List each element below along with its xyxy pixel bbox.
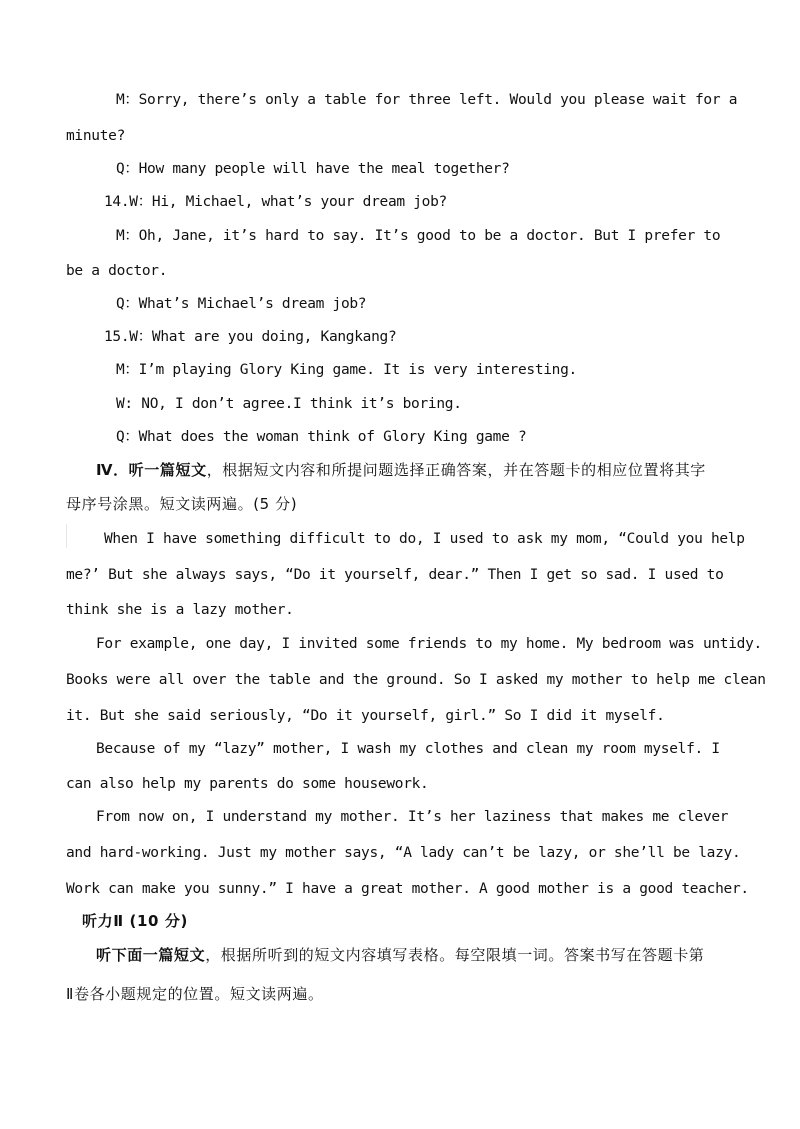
- dialogue-line-6: be a doctor.: [66, 263, 168, 279]
- margin-marker: [66, 524, 67, 548]
- passage-line-1: When I have something difficult to do, I used to ask my mom, “Could you help: [104, 531, 745, 547]
- dialogue-line-10: W: NO, I don’t agree.I think it’s boring.: [116, 396, 462, 412]
- passage-line-7: Because of my “lazy” mother, I wash my clothes and clean my room myself. I: [96, 741, 720, 757]
- passage-line-3: think she is a lazy mother.: [66, 602, 294, 618]
- dialogue-line-9: M：I’m playing Glory King game. It is very interesting.: [116, 362, 577, 378]
- dialogue-line-7: Q：What’s Michael’s dream job?: [116, 296, 367, 312]
- listening-2-instructions-bold: 听下面一篇短文: [96, 946, 206, 964]
- dialogue-line-2: minute?: [66, 128, 126, 144]
- section-4-heading-rest: ，根据短文内容和所提问题选择正确答案，并在答题卡的相应位置将其字: [206, 461, 706, 479]
- passage-line-6: it. But she said seriously, “Do it yourself, girl.” So I did it myself.: [66, 708, 665, 724]
- listening-2-title: 听力Ⅱ (10 分): [82, 912, 188, 930]
- listening-2-instructions-rest: ，根据所听到的短文内容填写表格。每空限填一词。答案书写在答题卡第: [205, 946, 705, 964]
- dialogue-line-4: 14.W：Hi, Michael, what’s your dream job?: [104, 194, 447, 210]
- section-4-heading-line-2: 母序号涂黑。短文读两遍。(5 分): [66, 495, 298, 513]
- dialogue-line-3: Q：How many people will have the meal together?: [116, 161, 510, 177]
- passage-line-11: Work can make you sunny.” I have a great mother. A good mother is a good teacher.: [66, 881, 749, 897]
- listening-2-instructions-line-2: Ⅱ卷各小题规定的位置。短文读两遍。: [66, 985, 324, 1003]
- passage-line-8: can also help my parents do some housework.: [66, 776, 429, 792]
- section-4-heading: [96, 460, 706, 480]
- passage-line-5: Books were all over the table and the ground. So I asked my mother to help me clean: [66, 672, 766, 688]
- passage-line-2: me?’ But she always says, “Do it yourself, dear.” Then I get so sad. I used to: [66, 567, 724, 583]
- passage-line-10: and hard-working. Just my mother says, “A lady can’t be lazy, or she’ll be lazy.: [66, 845, 741, 861]
- passage-line-4: For example, one day, I invited some friends to my home. My bedroom was untidy.: [96, 636, 762, 652]
- dialogue-line-5: M：Oh, Jane, it’s hard to say. It’s good to be a doctor. But I prefer to: [116, 228, 721, 244]
- section-4-heading-bold: Ⅳ．听一篇短文: [96, 461, 207, 479]
- dialogue-line-11: Q：What does the woman think of Glory King game ?: [116, 429, 527, 445]
- listening-2-instructions: [96, 945, 704, 965]
- dialogue-line-8: 15.W：What are you doing, Kangkang?: [104, 329, 397, 345]
- passage-line-9: From now on, I understand my mother. It’s her laziness that makes me clever: [96, 809, 729, 825]
- dialogue-line-1: M：Sorry, there’s only a table for three left. Would you please wait for a: [116, 92, 738, 108]
